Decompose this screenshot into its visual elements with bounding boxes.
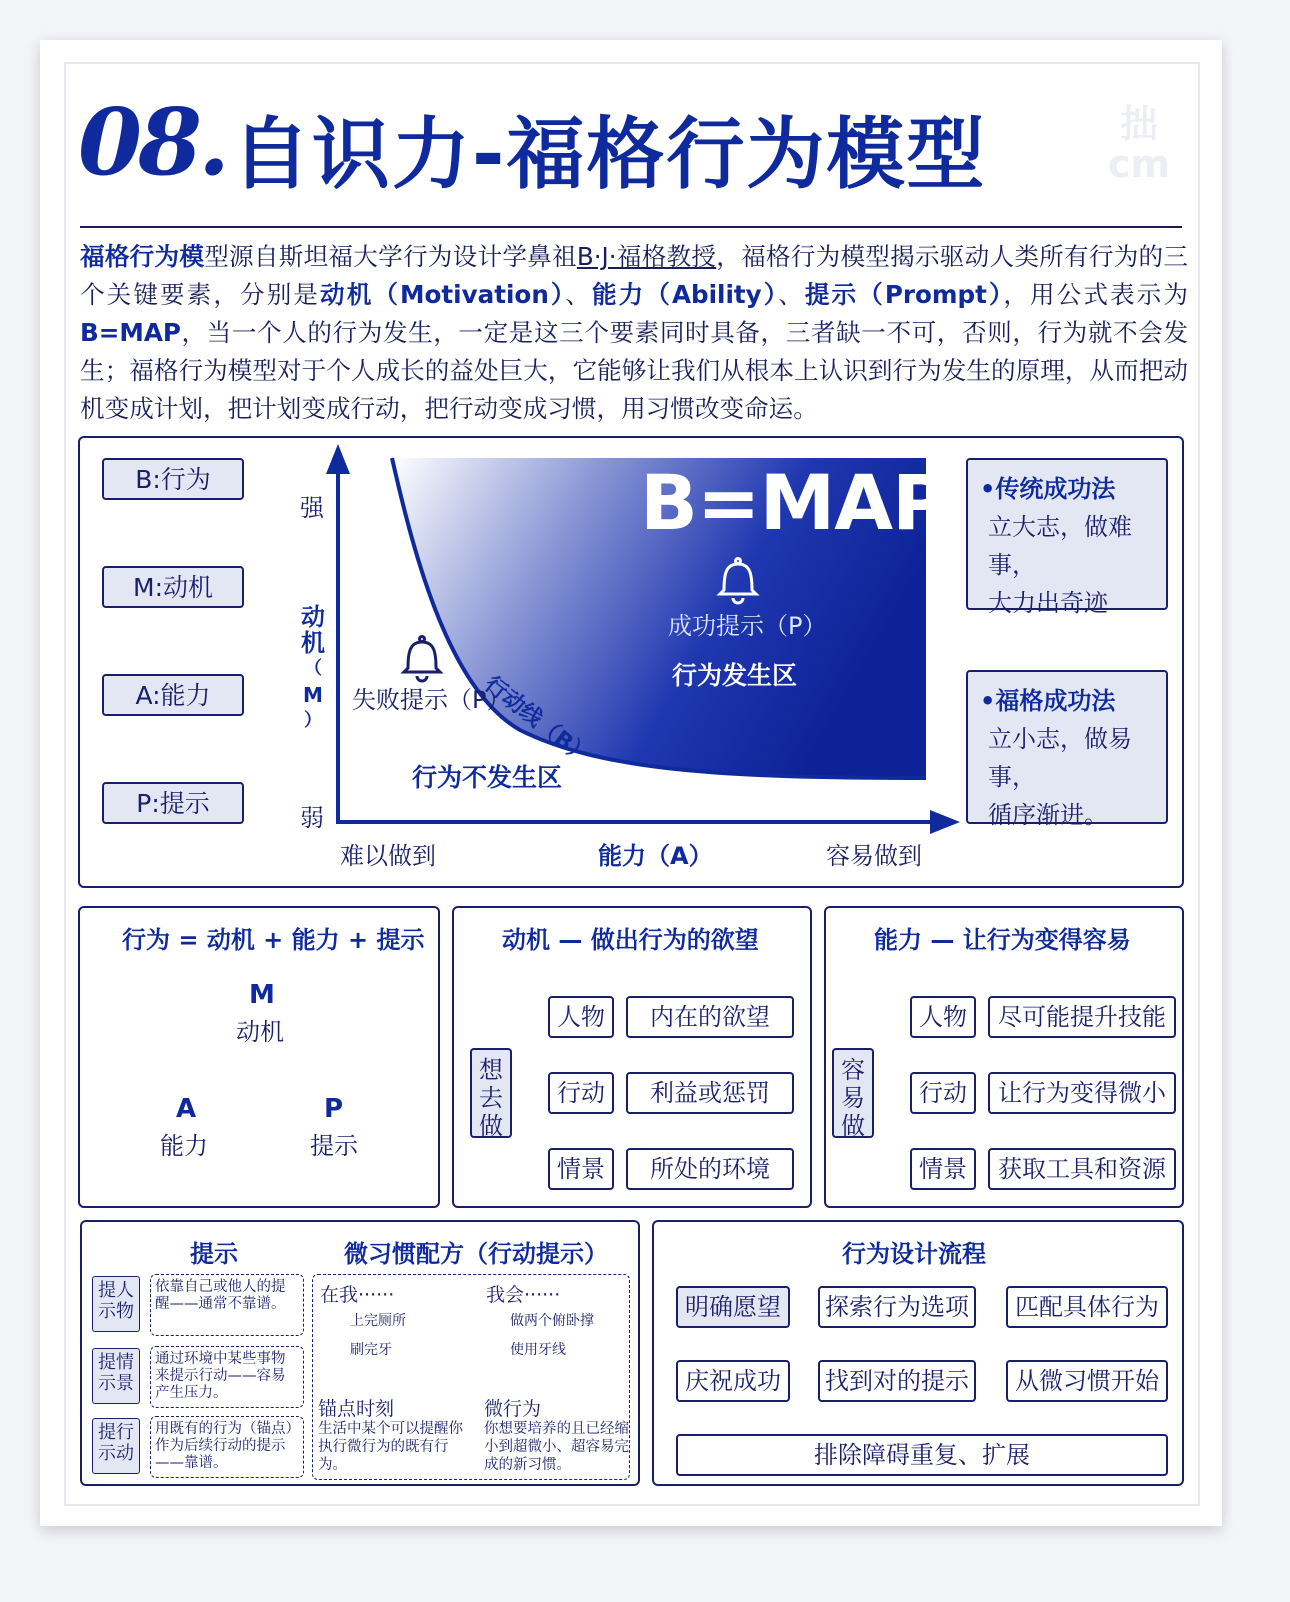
legend-a: A:能力 [102, 674, 244, 716]
flow-step-6: 庆祝成功 [676, 1360, 790, 1402]
fogg-method-box [966, 670, 1168, 829]
motivation-title: 动机 — 做出行为的欲望 [502, 926, 759, 954]
y-label-char-5: ） [304, 710, 322, 731]
y-label-char-1: 动 [301, 603, 325, 631]
y-label-char-2: 机 [301, 629, 325, 657]
section-number: 08. [78, 88, 227, 196]
zone-happen-label: 行为发生区 [672, 661, 798, 690]
ability-title: 能力 — 让行为变得容易 [874, 926, 1131, 954]
ability-val-2: 让行为变得微小 [988, 1072, 1176, 1114]
y-strong-label: 强 [300, 494, 324, 522]
recipe-col2-item-2: 使用牙线 [510, 1342, 566, 1358]
traditional-line-1: 立大志，做难事， [988, 513, 1132, 579]
action-line-label: 行动线（B） [479, 671, 595, 770]
motivation-val-1: 内在的欲望 [626, 996, 794, 1038]
venn-center-b: B [250, 1074, 272, 1107]
flow-step-7: 排除障碍重复、扩展 [676, 1434, 1168, 1476]
flow-step-3: 匹配具体行为 [1006, 1286, 1168, 1328]
flow-step-5: 找到对的提示 [818, 1360, 976, 1402]
ability-root-text: 容易做 [841, 1056, 865, 1140]
venn-m-word: 动机 [236, 1018, 284, 1046]
traditional-line-2: 大力出奇迹 [988, 589, 1108, 617]
prompt-action-key [92, 1418, 140, 1474]
recipe-col1-head: 在我······ [320, 1284, 395, 1306]
ability-key-1: 人物 [910, 996, 976, 1038]
flow-step-2: 探索行为选项 [818, 1286, 976, 1328]
intro-sep-2: 、 [778, 280, 805, 309]
recipe-col1-item-1: 上完厕所 [350, 1313, 406, 1329]
prompt-person-key [92, 1276, 140, 1332]
motivation-key-2: 行动 [548, 1072, 614, 1114]
prompt-action-key-text: 提行示动 [98, 1422, 134, 1464]
traditional-title: •传统成功法 [980, 475, 1116, 503]
y-axis-arrow [326, 444, 350, 474]
legend-p: P:提示 [102, 782, 244, 824]
intro-lead: 福格行为模 [80, 242, 205, 271]
zone-not-label: 行为不发生区 [412, 763, 563, 792]
venn-m-letter: M [249, 980, 275, 1010]
prompt-person-desc: 依靠自己或他人的提醒——通常不靠谱。 [150, 1274, 304, 1336]
prompt-scene-key-text: 提情示景 [98, 1352, 134, 1394]
motivation-val-3: 所处的环境 [626, 1148, 794, 1190]
key-ability: 能力（Ability） [591, 280, 779, 309]
recipe-col1-item-2: 刷完牙 [350, 1342, 392, 1358]
flow-step-4: 从微习惯开始 [1006, 1360, 1168, 1402]
motivation-root [470, 1048, 512, 1138]
fogg-line-2: 循序渐进。 [988, 801, 1108, 829]
prompt-action-desc: 用既有的行为（锚点）作为后续行动的提示——靠谱。 [150, 1416, 304, 1478]
motivation-root-text: 想去做 [479, 1056, 503, 1140]
intro-text-3: ，用公式表示为 [1003, 280, 1188, 309]
y-weak-label: 弱 [300, 804, 324, 832]
x-axis-arrow [930, 810, 960, 834]
flow-title: 行为设计流程 [842, 1240, 986, 1268]
anchor-title: 锚点时刻 [318, 1398, 395, 1420]
intro-formula: B=MAP [80, 318, 181, 347]
legend-m: M:动机 [102, 566, 244, 608]
page-title: 自识力-福格行为模型 [232, 110, 987, 200]
intro-text-2: ，福格行为模型揭示驱动人类所有行为的三个关键要素，分别是 [80, 242, 1188, 309]
ability-val-1: 尽可能提升技能 [988, 996, 1176, 1038]
motivation-key-3: 情景 [548, 1148, 614, 1190]
micro-desc: 你想要培养的且已经缩小到超微小、超容易完成的新习惯。 [484, 1421, 629, 1473]
legend-b: B:行为 [102, 458, 244, 500]
recipe-col2-item-1: 做两个俯卧撑 [510, 1313, 594, 1329]
prompt-person-key-text: 提人示物 [98, 1280, 134, 1322]
venn-title: 行为 = 动机 + 能力 + 提示 [122, 926, 425, 954]
flow-step-1: 明确愿望 [676, 1286, 790, 1328]
fogg-line-1: 立小志，做易事， [988, 725, 1132, 791]
recipe-col2-head: 我会······ [486, 1284, 561, 1306]
prompt-scene-key [92, 1348, 140, 1404]
fail-bell-icon [404, 637, 440, 682]
recipe-title: 微习惯配方（行动提示） [344, 1240, 608, 1268]
key-motivation: 动机（Motivation） [320, 280, 566, 309]
success-prompt-label: 成功提示（P） [668, 612, 827, 640]
venn-p-letter: P [324, 1094, 344, 1124]
brand-logo: 拙 cm [1107, 102, 1171, 186]
x-right-label: 容易做到 [826, 842, 922, 870]
y-label-char-3: （ [304, 658, 322, 679]
venn-a-word: 能力 [160, 1132, 208, 1160]
intro-text-1: 型源自斯坦福大学行为设计学鼻祖 [204, 242, 577, 271]
ability-val-3: 获取工具和资源 [988, 1148, 1176, 1190]
intro-sep-1: 、 [565, 280, 592, 309]
formula-bmap: B=MAP [640, 458, 947, 547]
micro-title: 微行为 [484, 1398, 542, 1420]
fogg-title: •福格成功法 [980, 687, 1116, 715]
prompt-scene-desc: 通过环境中某些事物来提示行动——容易产生压力。 [150, 1346, 304, 1408]
ability-key-2: 行动 [910, 1072, 976, 1114]
anchor-desc: 生活中某个可以提醒你执行微行为的既有行为。 [318, 1421, 463, 1473]
ability-root [832, 1048, 874, 1138]
ability-key-3: 情景 [910, 1148, 976, 1190]
venn-a-letter: A [176, 1094, 197, 1124]
traditional-method-box [966, 458, 1168, 617]
motivation-key-1: 人物 [548, 996, 614, 1038]
venn-p-word: 提示 [310, 1132, 358, 1160]
key-prompt: 提示（Prompt） [804, 280, 1004, 309]
y-axis-label [300, 604, 326, 734]
x-axis-label: 能力（A） [598, 842, 713, 870]
fogg-link[interactable]: B·J·福格教授 [576, 242, 717, 271]
intro-text-4: ，当一个人的行为发生，一定是这三个要素同时具备，三者缺一不可，否则，行为就不会发生；福格行为模型对于个人成长的益处巨大，它能够让我们从根本上认识到行为发生的原理，从而把动机变成计划，把计划变成行动，把行动变成习惯，用习惯改变命运。 [80, 318, 1188, 423]
x-left-label: 难以做到 [340, 842, 436, 870]
motivation-val-2: 利益或惩罚 [626, 1072, 794, 1114]
y-label-char-4: M [303, 683, 323, 707]
fail-prompt-label: 失败提示（P） [352, 686, 511, 714]
prompt-title: 提示 [190, 1240, 238, 1268]
